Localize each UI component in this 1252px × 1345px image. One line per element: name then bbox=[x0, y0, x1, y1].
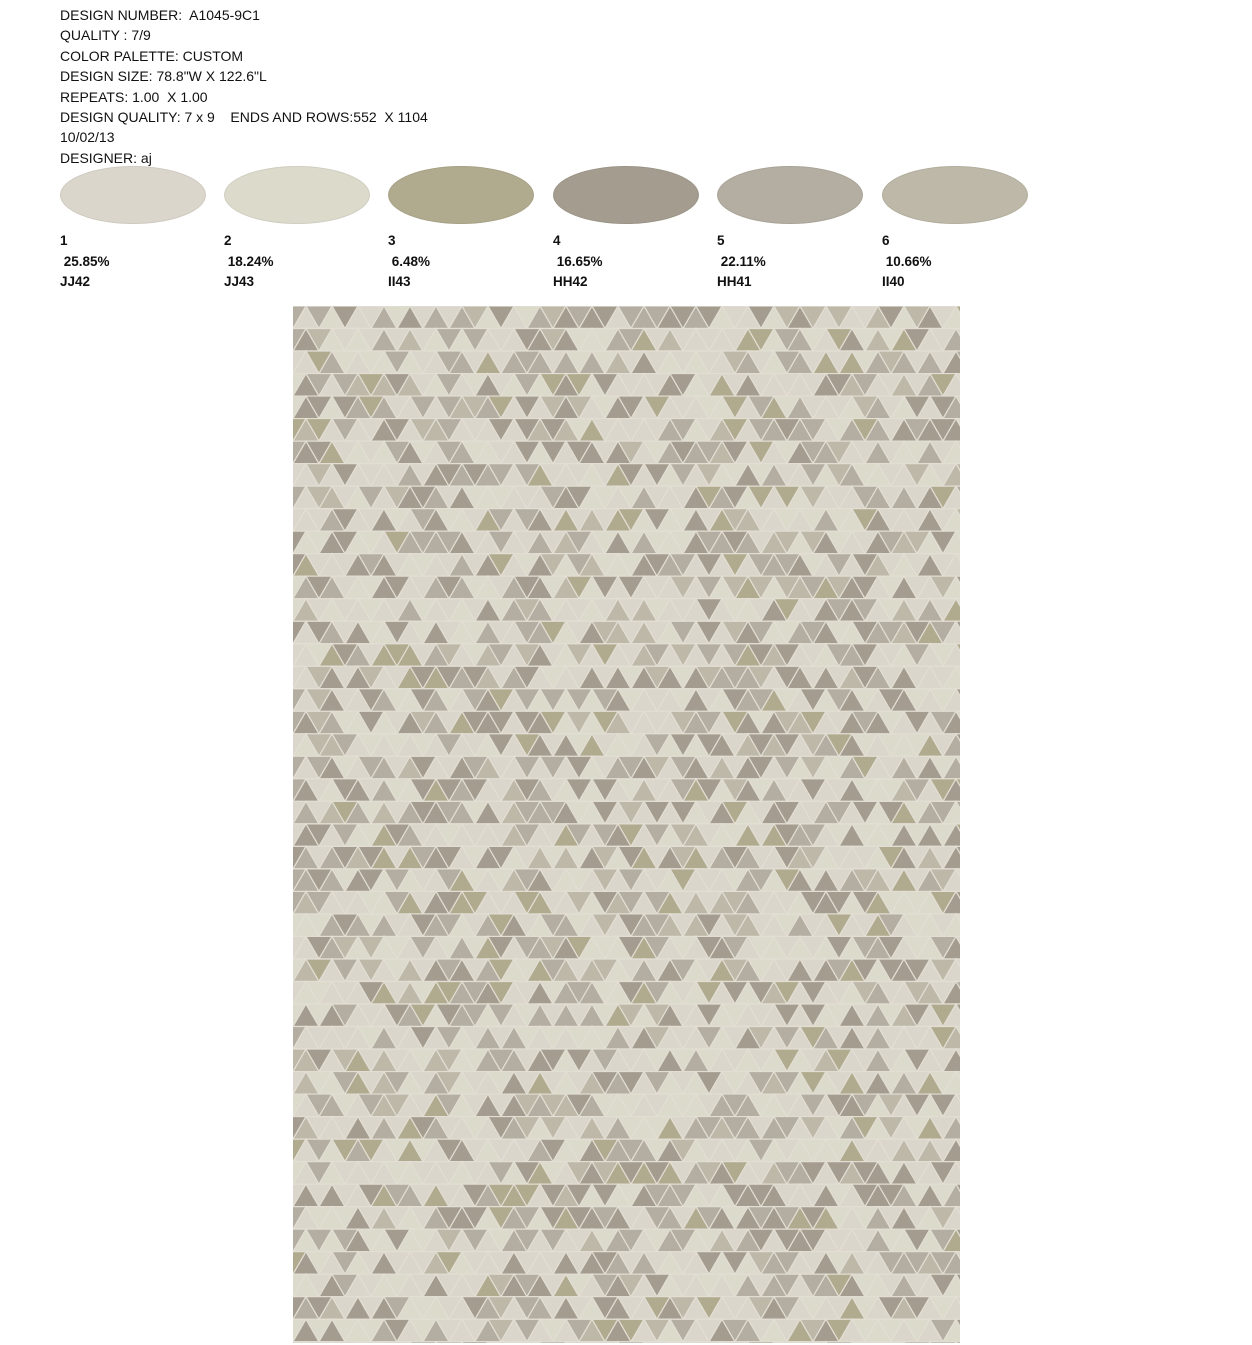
color-percent: 18.24% bbox=[224, 253, 274, 269]
pattern-triangle bbox=[670, 1342, 696, 1343]
color-oval bbox=[553, 166, 699, 224]
swatch-4 bbox=[553, 166, 701, 293]
swatch-5 bbox=[717, 166, 865, 293]
designer: DESIGNER: aj bbox=[60, 149, 152, 166]
color-code: II43 bbox=[388, 274, 411, 289]
color-index: 1 bbox=[60, 233, 68, 248]
pattern-triangle bbox=[592, 1342, 618, 1343]
pattern-triangle bbox=[878, 1342, 904, 1343]
pattern-triangle bbox=[852, 1342, 878, 1343]
pattern-triangle bbox=[930, 1342, 956, 1343]
color-code: II40 bbox=[882, 274, 905, 289]
pattern-triangle bbox=[514, 1342, 540, 1343]
pattern-triangle bbox=[384, 1342, 410, 1343]
color-percent: 25.85% bbox=[60, 253, 110, 269]
quality: QUALITY : 7/9 bbox=[60, 27, 151, 44]
color-percent: 16.65% bbox=[553, 253, 603, 269]
pattern-triangle bbox=[462, 1342, 488, 1343]
pattern-triangle bbox=[800, 1342, 826, 1343]
design-date: 10/02/13 bbox=[60, 129, 115, 146]
geometric-pattern bbox=[293, 306, 960, 1343]
pattern-triangle bbox=[436, 1342, 462, 1343]
color-index: 4 bbox=[553, 233, 561, 248]
color-code: HH41 bbox=[717, 274, 752, 289]
pattern-triangle bbox=[748, 1342, 774, 1343]
pattern-triangle bbox=[410, 1342, 436, 1343]
pattern-triangle bbox=[540, 1342, 566, 1343]
design-size: DESIGN SIZE: 78.8"W X 122.6"L bbox=[60, 68, 267, 85]
color-index: 3 bbox=[388, 233, 396, 248]
pattern-triangle bbox=[566, 1342, 592, 1343]
color-percent: 22.11% bbox=[717, 253, 766, 269]
pattern-triangle bbox=[722, 1342, 748, 1343]
pattern-triangle bbox=[904, 1342, 930, 1343]
rug-design-preview bbox=[293, 306, 960, 1343]
color-oval bbox=[224, 166, 370, 224]
pattern-triangle bbox=[306, 1342, 332, 1343]
pattern-triangle bbox=[332, 1342, 358, 1343]
color-code: JJ43 bbox=[224, 274, 255, 289]
pattern-triangle bbox=[644, 1342, 670, 1343]
color-oval bbox=[388, 166, 534, 224]
pattern-triangle bbox=[358, 1342, 384, 1343]
swatch-2 bbox=[224, 166, 372, 293]
color-index: 6 bbox=[882, 233, 890, 248]
pattern-triangle bbox=[696, 1342, 722, 1343]
color-oval bbox=[882, 166, 1028, 224]
color-percent: 10.66% bbox=[882, 253, 932, 269]
pattern-triangle bbox=[293, 1342, 306, 1343]
design-quality: DESIGN QUALITY: 7 x 9 ENDS AND ROWS:552 X 1104 bbox=[60, 109, 428, 126]
pattern-triangle bbox=[774, 1342, 800, 1343]
pattern-triangle bbox=[618, 1342, 644, 1343]
color-code: HH42 bbox=[553, 274, 588, 289]
swatch-1 bbox=[60, 166, 208, 293]
color-palette: COLOR PALETTE: CUSTOM bbox=[60, 47, 244, 64]
pattern-triangle bbox=[956, 1342, 960, 1343]
swatch-3 bbox=[388, 166, 536, 293]
color-code: JJ42 bbox=[60, 274, 91, 289]
color-index: 2 bbox=[224, 233, 232, 248]
repeats: REPEATS: 1.00 X 1.00 bbox=[60, 88, 208, 105]
color-oval bbox=[60, 166, 206, 224]
color-percent: 6.48% bbox=[388, 253, 431, 269]
color-swatches bbox=[60, 166, 1060, 291]
design-number: DESIGN NUMBER: A1045-9C1 bbox=[60, 7, 260, 23]
swatch-6 bbox=[882, 166, 1030, 293]
pattern-triangle bbox=[488, 1342, 514, 1343]
color-oval bbox=[717, 166, 863, 224]
pattern-triangle bbox=[826, 1342, 852, 1343]
color-index: 5 bbox=[717, 233, 725, 248]
design-spec bbox=[60, 5, 428, 168]
